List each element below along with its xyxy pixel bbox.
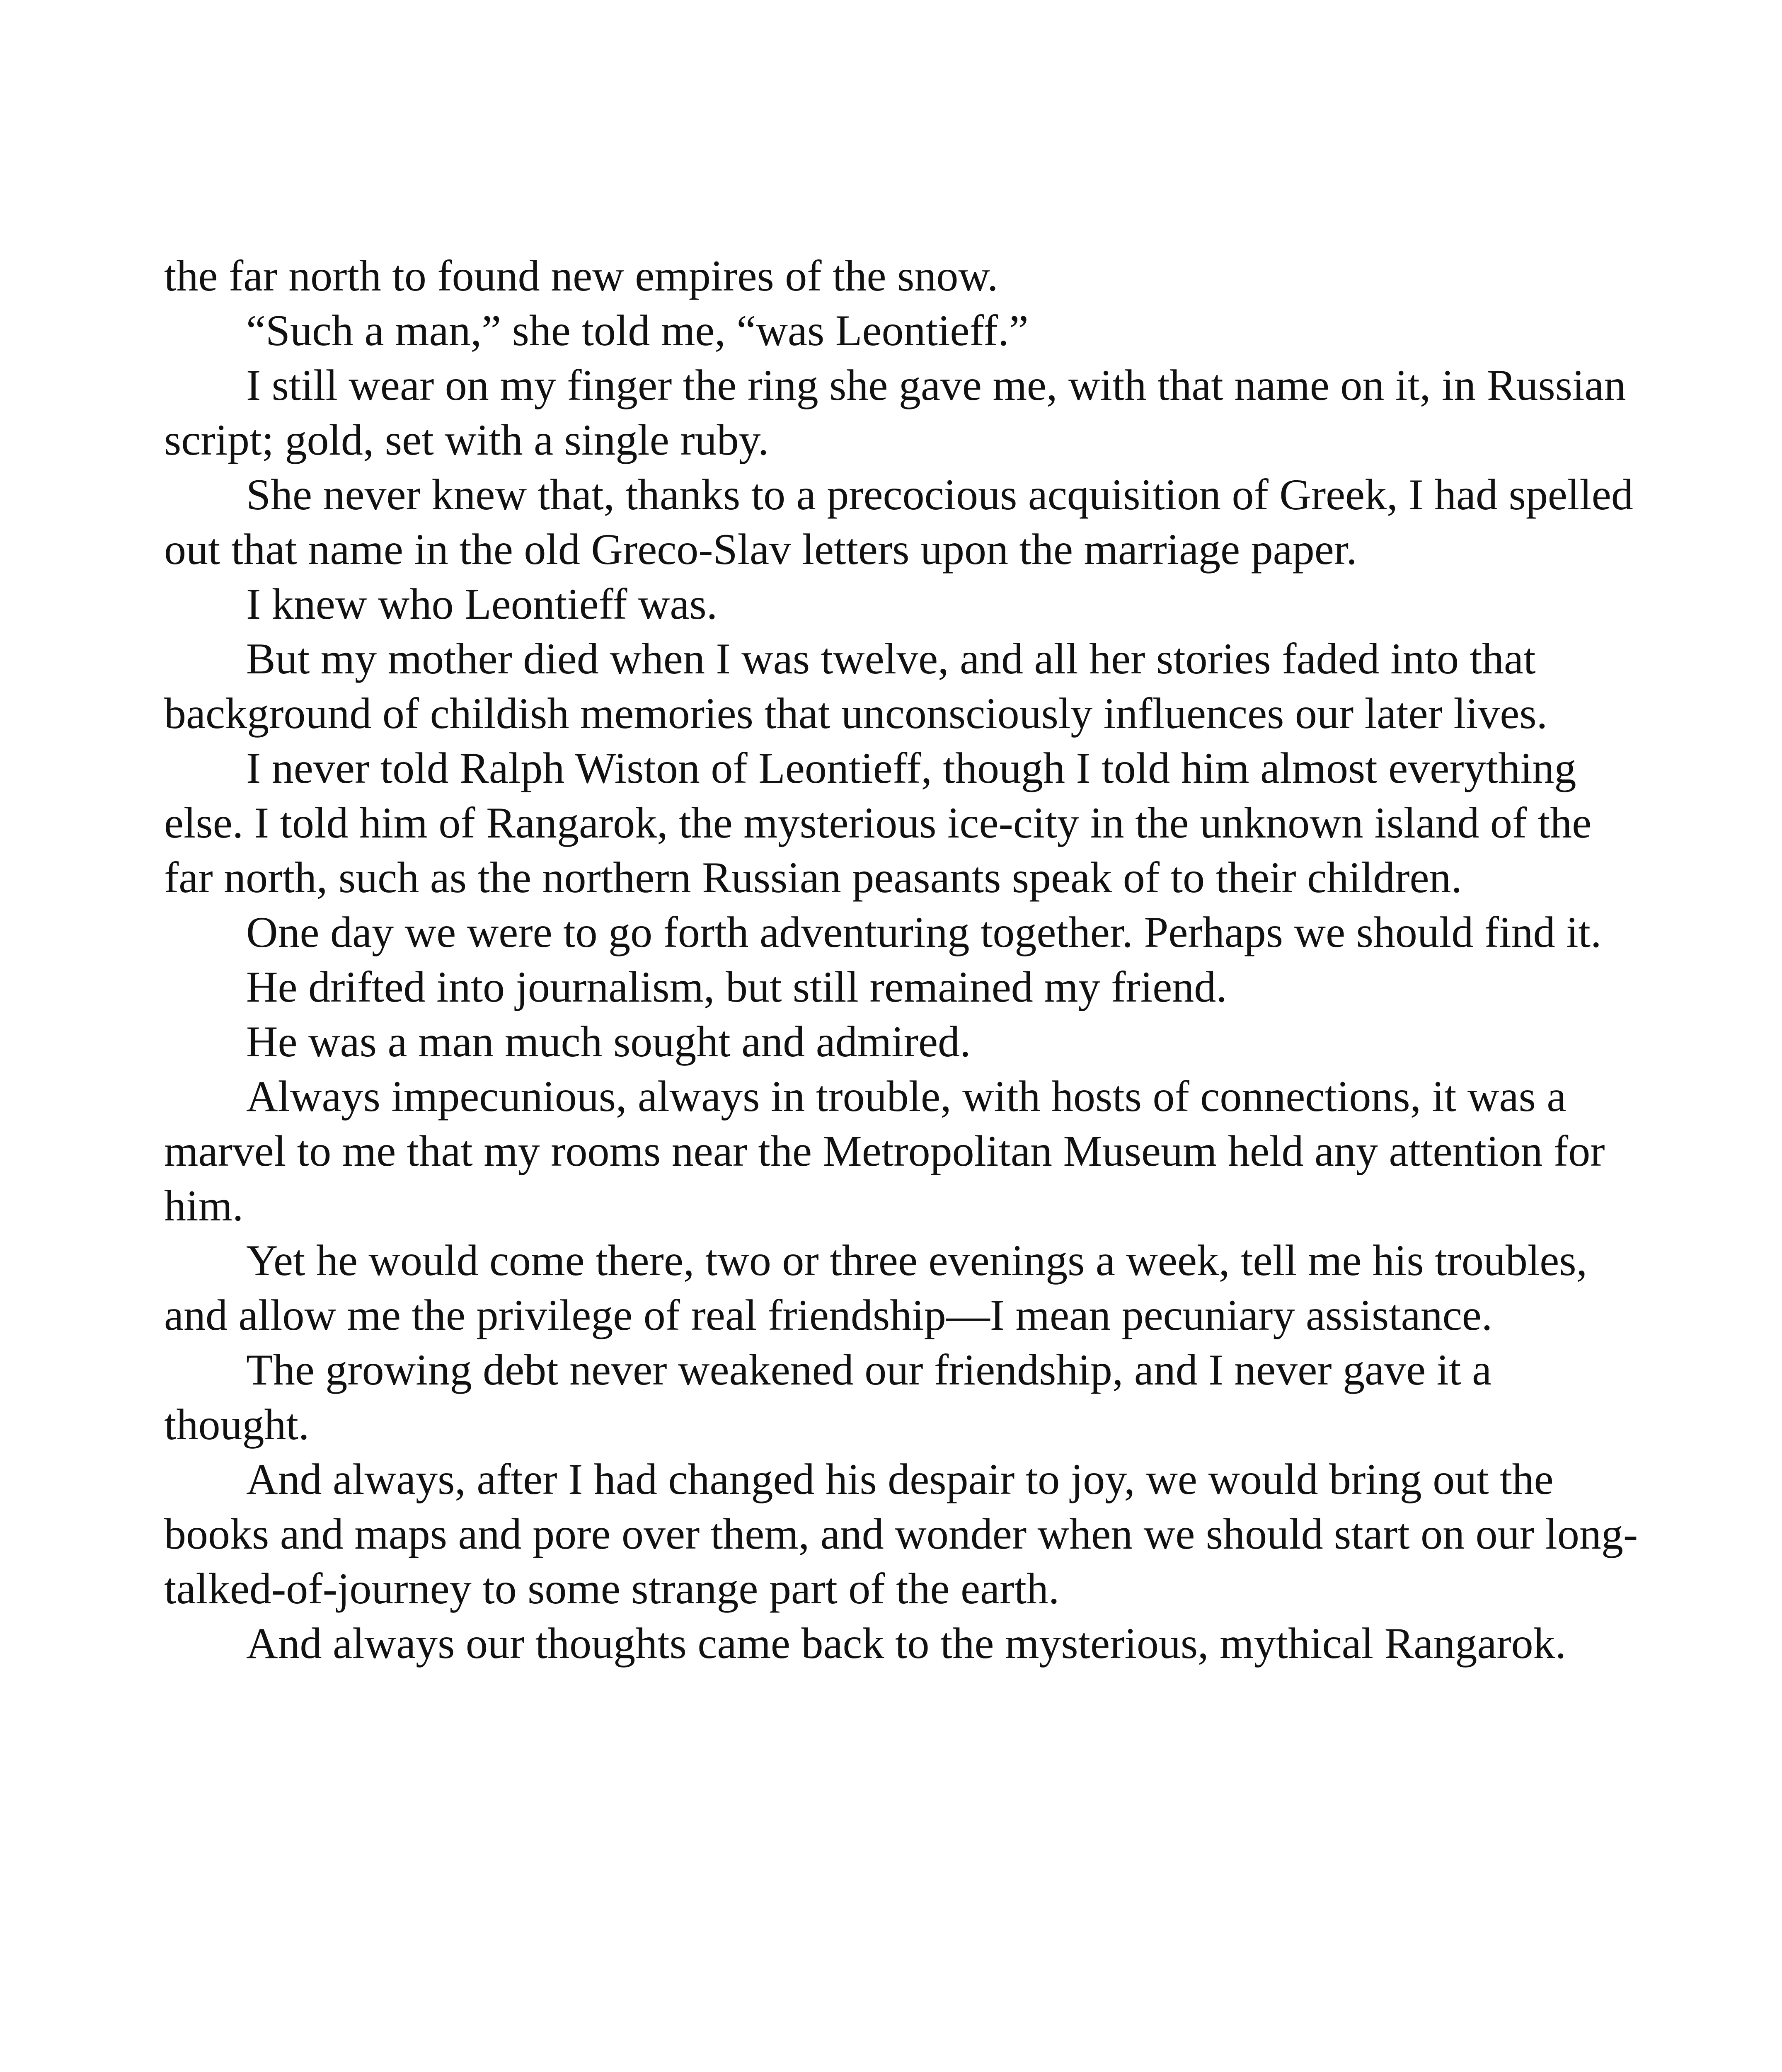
paragraph: He was a man much sought and admired. xyxy=(246,1017,971,1066)
paragraph: Always impecunious, always in trouble, with hosts of connections, it was a marvel to me that my rooms near the Metropolitan Museum held any attention for him. xyxy=(164,1072,1605,1230)
paragraph: “Such a man,” she told me, “was Leontieff.” xyxy=(246,306,1029,355)
paragraph: Yet he would come there, two or three evenings a week, tell me his troubles, and allow me the privilege of real friendship—I mean pecuniary assistance. xyxy=(164,1236,1588,1339)
paragraph: the far north to found new empires of the snow. xyxy=(164,252,998,300)
body-text xyxy=(164,249,1639,1671)
paragraph: I never told Ralph Wiston of Leontieff, though I told him almost everything else. I told him of Rangarok, the mysterious ice-city in the unknown island of the far north, such as the northern Russian peasants speak of to their children. xyxy=(164,744,1592,902)
paragraph: I still wear on my finger the ring she gave me, with that name on it, in Russian script; gold, set with a single ruby. xyxy=(164,361,1626,464)
paragraph: And always our thoughts came back to the mysterious, mythical Rangarok. xyxy=(246,1619,1567,1668)
paragraph: But my mother died when I was twelve, and all her stories faded into that background of childish memories that unconsciously influences our later lives. xyxy=(164,634,1548,738)
paragraph: The growing debt never weakened our friendship, and I never gave it a thought. xyxy=(164,1346,1492,1449)
paragraph: And always, after I had changed his despair to joy, we would bring out the books and maps and pore over them, and wonder when we should start on our long-talked-of-journey to some strange part of the earth. xyxy=(164,1455,1638,1613)
paragraph: She never knew that, thanks to a precocious acquisition of Greek, I had spelled out that name in the old Greco-Slav letters upon the marriage paper. xyxy=(164,470,1633,574)
paragraph: One day we were to go forth adventuring together. Perhaps we should find it. xyxy=(246,908,1602,956)
paragraph: I knew who Leontieff was. xyxy=(246,580,718,628)
paragraph: He drifted into journalism, but still remained my friend. xyxy=(246,963,1227,1011)
